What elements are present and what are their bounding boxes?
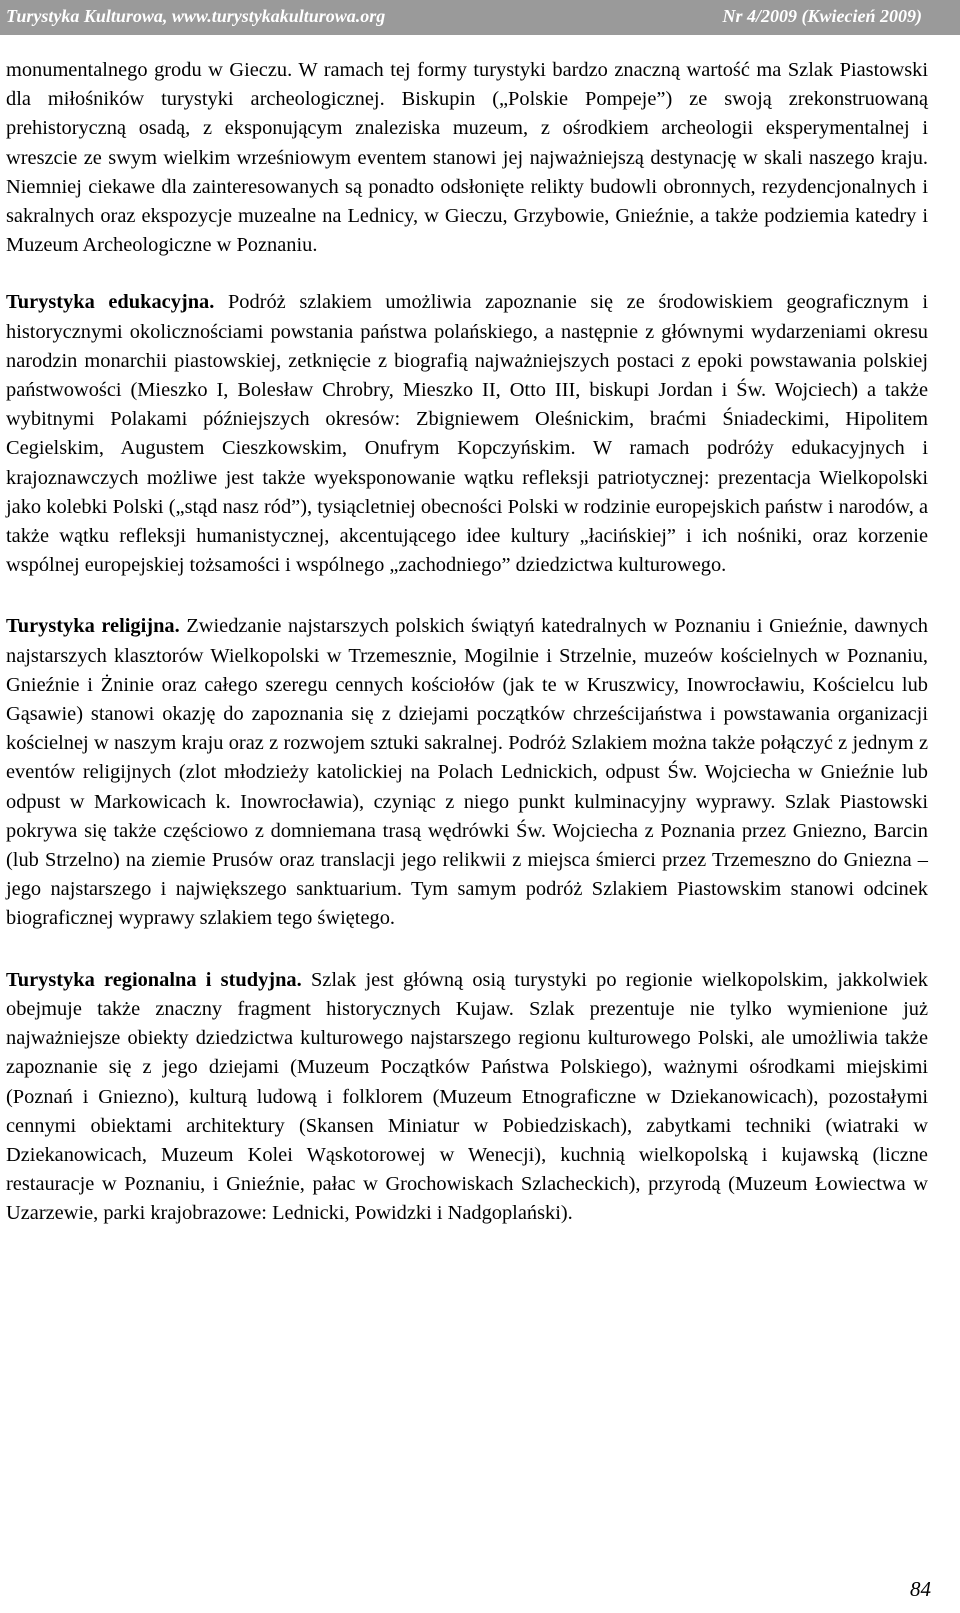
- journal-title: Turystyka Kulturowa, www.turystykakulturowa.org: [6, 6, 386, 26]
- paragraph-regional: [6, 966, 928, 1229]
- paragraph-text: Szlak jest główną osią turystyki po regionie wielkopolskim, jakkolwiek obejmuje także znaczny fragment historycznych Kujaw. Szlak prezentuje nie tylko wymienione już najważniejsze obiekty dziedzictwa kulturowego najstarszego regionu kulturowego Polski, ale umożliwia także zapoznanie się z jego dziejami (Muzeum Początków Państwa Polskiego), ważnymi ośrodkami miejskimi (Poznań i Gniezno), kulturą ludową i folklorem (Muzeum Etnograficzne w Dziekanowicach), pozostałymi cennymi obiektami architektury (Skansen Miniatur w Pobiedziskach), zabytkami techniki (wiatraki w Dziekanowicach, Muzeum Kolei Wąskotorowej w Wenecji), kuchnią wielkopolską i kujawską (liczne restauracje w Poznaniu, i Gnieźnie, pałac w Grochowiskach Szlacheckich), przyrodą (Muzeum Łowiectwa w Uzarzewie, parki krajobrazowe: Lednicki, Powidzki i Nadgoplański).: [6, 968, 928, 1225]
- paragraph-archaeology: [6, 56, 928, 260]
- issue-number: Nr 4/2009 (Kwiecień 2009): [722, 6, 922, 26]
- paragraph-religious: [6, 612, 928, 933]
- section-heading: Turystyka regionalna i studyjna.: [6, 968, 302, 991]
- paragraph-text: monumentalnego grodu w Gieczu. W ramach tej formy turystyki bardzo znaczną wartość ma Szlak Piastowski dla miłośników turystyki archeologicznej. Biskupin („Polskie Pompeje”) ze swoją zrekonstruowaną prehistoryczną osadą, z eksponującym znaleziska muzeum, z ośrodkiem archeologii eksperymentalnej i wreszcie ze swym wielkim wrześniowym eventem stanowi jej najważniejszą destynację w skali naszego kraju. Niemniej ciekawe dla zainteresowanych są ponadto odsłonięte relikty budowli obronnych, rezydencjonalnych i sakralnych oraz ekspozycje muzealne na Lednicy, w Gieczu, Grzybowie, Gnieźnie, a także podziemia katedry i Muzeum Archeologiczne w Poznaniu.: [6, 59, 928, 257]
- paragraph-educational: [6, 288, 928, 580]
- section-heading: Turystyka edukacyjna.: [6, 291, 215, 314]
- paragraph-text: Zwiedzanie najstarszych polskich świątyń katedralnych w Poznaniu i Gnieźnie, dawnych najstarszych klasztorów Wielkopolski w Trzemesznie, Mogilnie i Strzelnie, muzeów kościelnych w Poznaniu, Gnieźnie i Żninie oraz całego szeregu cennych kościołów (jak te w Kruszwicy, Inowrocławiu, Kościelcu lub Gąsawie) stanowi okazję do zapoznania się z dziejami początków chrześcijaństwa i powstawania organizacji kościelnej w naszym kraju oraz z rozwojem sztuki sakralnej. Podróż Szlakiem można także połączyć z jednym z eventów religijnych (zlot młodzieży katolickiej na Polach Lednickich, odpust Św. Wojciecha w Gnieźnie lub odpust w Markowicach k. Inowrocławia), czyniąc z niego punkt kulminacyjny wyprawy. Szlak Piastowski pokrywa się także częściowo z domniemana trasą wędrówki Św. Wojciecha z Poznania przez Gniezno, Barcin (lub Strzelno) na ziemie Prusów oraz translacji jego relikwii z miejsca śmierci przez Trzemeszno do Gniezna – jego najstarszego i największego sanktuarium. Tym samym podróż Szlakiem Piastowskim stanowi odcinek biograficznej wyprawy szlakiem tego świętego.: [6, 615, 928, 930]
- section-heading: Turystyka religijna.: [6, 615, 180, 638]
- page-number: 84: [910, 1577, 931, 1601]
- running-header: [0, 0, 960, 35]
- article-body: [6, 56, 928, 1229]
- paragraph-text: Podróż szlakiem umożliwia zapoznanie się ze środowiskiem geograficznym i historycznymi okolicznościami powstania państwa polańskiego, a następnie z głównymi wydarzeniami okresu narodzin monarchii piastowskiej, zetknięcie z biografią najważniejszych postaci z epoki powstawania polskiej państwowości (Mieszko I, Bolesław Chrobry, Mieszko II, Otto III, biskupi Jordan i Św. Wojciech) a także wybitnymi Polakami późniejszych okresów: Zbigniewem Oleśnickim, braćmi Śniadeckimi, Hipolitem Cegielskim, Augustem Cieszkowskim, Onufrym Kopczyńskim. W ramach podróży edukacyjnych i krajoznawczych możliwe jest także wyeksponowanie wątku refleksji patriotycznej: prezentacja Wielkopolski jako kolebki Polski („stąd nasz ród”), tysiącletniej obecności Polski w rodzinie europejskich państw i narodów, a także wątku refleksji humanistycznej, akcentującego idee kultury „łacińskiej” i ich nośniki, oraz korzenie wspólnej europejskiej tożsamości i wspólnego „zachodniego” dziedzictwa kulturowego.: [6, 291, 928, 577]
